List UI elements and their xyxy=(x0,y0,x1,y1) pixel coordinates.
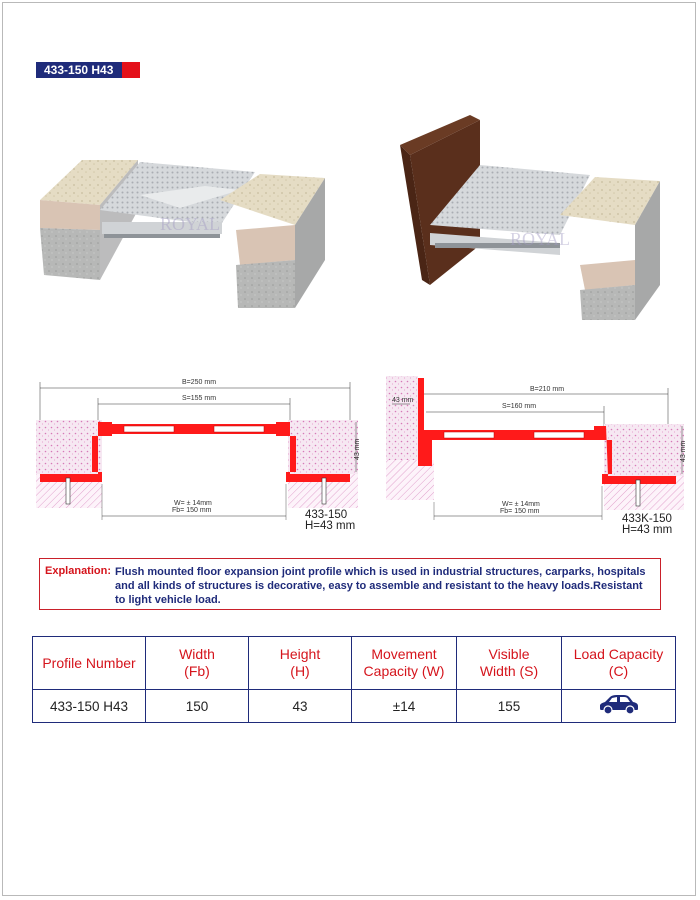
left-dim-h: 43 mm xyxy=(354,438,361,460)
spec-table xyxy=(32,636,676,723)
left-joint-render xyxy=(40,150,330,310)
cell-load-capacity xyxy=(562,690,676,723)
left-model-label xyxy=(305,510,355,532)
left-dim-w: W= ± 14mm xyxy=(174,500,212,507)
header-movement: Movement Capacity (W) xyxy=(352,637,457,690)
left-dim-s: S=155 mm xyxy=(182,395,217,402)
spec-header-row xyxy=(33,637,676,690)
right-model-number: 433K-150 xyxy=(622,513,672,525)
cell-visible-width: 155 xyxy=(457,690,562,723)
left-section-drawing xyxy=(32,372,362,522)
explanation-text: Flush mounted floor expansion joint profile which is used in industrial structures, carparks, hospitals and all kinds of structures is decorative, easy to assemble and resistant to the heavy loads.Resistant to light vehicle load. xyxy=(115,566,646,606)
cell-height: 43 xyxy=(249,690,352,723)
header-visible-width: Visible Width (S) xyxy=(457,637,562,690)
title-badge-text: 433-150 H43 xyxy=(36,62,122,78)
header-load-capacity: Load Capacity (C) xyxy=(562,637,676,690)
right-dim-w: W= ± 14mm xyxy=(502,501,540,508)
spec-data-row xyxy=(33,690,676,723)
cell-movement: ±14 xyxy=(352,690,457,723)
right-dim-b: B=210 mm xyxy=(530,386,565,393)
right-section-drawing xyxy=(382,374,692,522)
right-dim-fb: Fb= 150 mm xyxy=(500,508,540,515)
left-dim-fb: Fb= 150 mm xyxy=(172,507,212,514)
right-dim-h: 43 mm xyxy=(680,440,687,462)
title-badge-accent xyxy=(122,62,140,78)
explanation-label: Explanation: xyxy=(45,565,112,577)
cell-profile-number: 433-150 H43 xyxy=(33,690,146,723)
left-model-height: H=43 mm xyxy=(305,520,356,532)
svg-text:ROYAL: ROYAL xyxy=(510,229,571,249)
right-model-label xyxy=(622,514,672,536)
header-profile-number: Profile Number xyxy=(33,637,146,690)
cell-width: 150 xyxy=(146,690,249,723)
right-dim-side: 43 mm xyxy=(392,397,414,404)
left-model-number: 433-150 xyxy=(305,509,348,521)
right-dim-s: S=160 mm xyxy=(502,403,537,410)
car-icon xyxy=(597,693,641,717)
title-badge xyxy=(36,62,140,78)
right-model-height: H=43 mm xyxy=(622,524,673,536)
right-joint-render xyxy=(400,115,665,325)
left-dim-b: B=250 mm xyxy=(182,379,217,386)
explanation-box xyxy=(39,558,661,610)
svg-text:ROYAL: ROYAL xyxy=(160,214,221,234)
header-height: Height (H) xyxy=(249,637,352,690)
header-width: Width (Fb) xyxy=(146,637,249,690)
